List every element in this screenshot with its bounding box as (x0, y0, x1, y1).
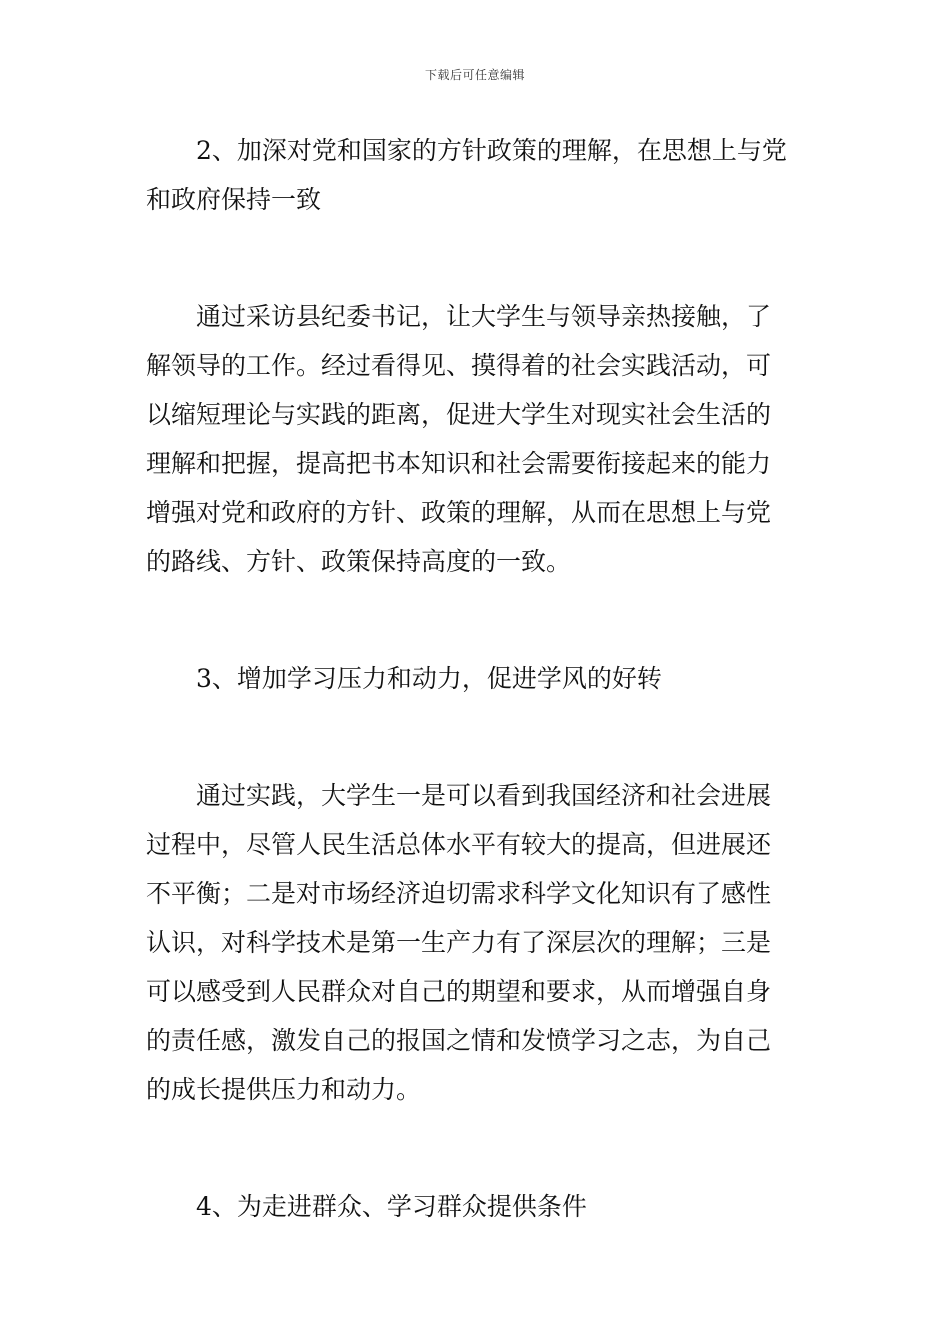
text-line: 3、增加学习压力和动力，促进学风的好转 (196, 664, 662, 693)
text-line: 的成长提供压力和动力。 (146, 1075, 422, 1104)
paragraph-interview (146, 292, 806, 586)
text-line: 以缩短理论与实践的距离，促进大学生对现实社会生活的 (146, 400, 772, 429)
text-line: 的责任感，激发自己的报国之情和发愤学习之志，为自己 (146, 1026, 772, 1055)
text-line: 通过实践，大学生一是可以看到我国经济和社会进展 (196, 781, 772, 810)
text-line: 增强对党和政府的方针、政策的理解，从而在思想上与党 (146, 498, 772, 527)
text-line: 的路线、方针、政策保持高度的一致。 (146, 547, 572, 576)
text-line: 2、加深对党和国家的方针政策的理解，在思想上与党 (196, 136, 787, 165)
text-line: 过程中，尽管人民生活总体水平有较大的提高，但进展还 (146, 830, 772, 859)
text-line: 通过采访县纪委书记，让大学生与领导亲热接触，了 (196, 302, 772, 331)
paragraph-gap (146, 224, 806, 292)
text-line: 可以感受到人民群众对自己的期望和要求，从而增强自身 (146, 977, 772, 1006)
document-body (146, 126, 806, 1231)
text-line: 认识，对科学技术是第一生产力有了深层次的理解；三是 (146, 928, 772, 957)
text-line: 理解和把握，提高把书本知识和社会需要衔接起来的能力 (146, 449, 772, 478)
paragraph-gap (146, 586, 806, 654)
paragraph-practice (146, 771, 806, 1114)
text-line: 4、为走进群众、学习群众提供条件 (196, 1192, 587, 1221)
text-line: 解领导的工作。经过看得见、摸得着的社会实践活动，可 (146, 351, 772, 380)
section-heading-2 (146, 126, 806, 224)
text-line: 不平衡；二是对市场经济迫切需求科学文化知识有了感性 (146, 879, 772, 908)
text-line: 和政府保持一致 (146, 185, 322, 214)
section-heading-4 (146, 1182, 806, 1231)
section-heading-3 (146, 654, 806, 703)
paragraph-gap (146, 1114, 806, 1182)
header-note: 下载后可任意编辑 (424, 68, 525, 82)
paragraph-gap (146, 703, 806, 771)
